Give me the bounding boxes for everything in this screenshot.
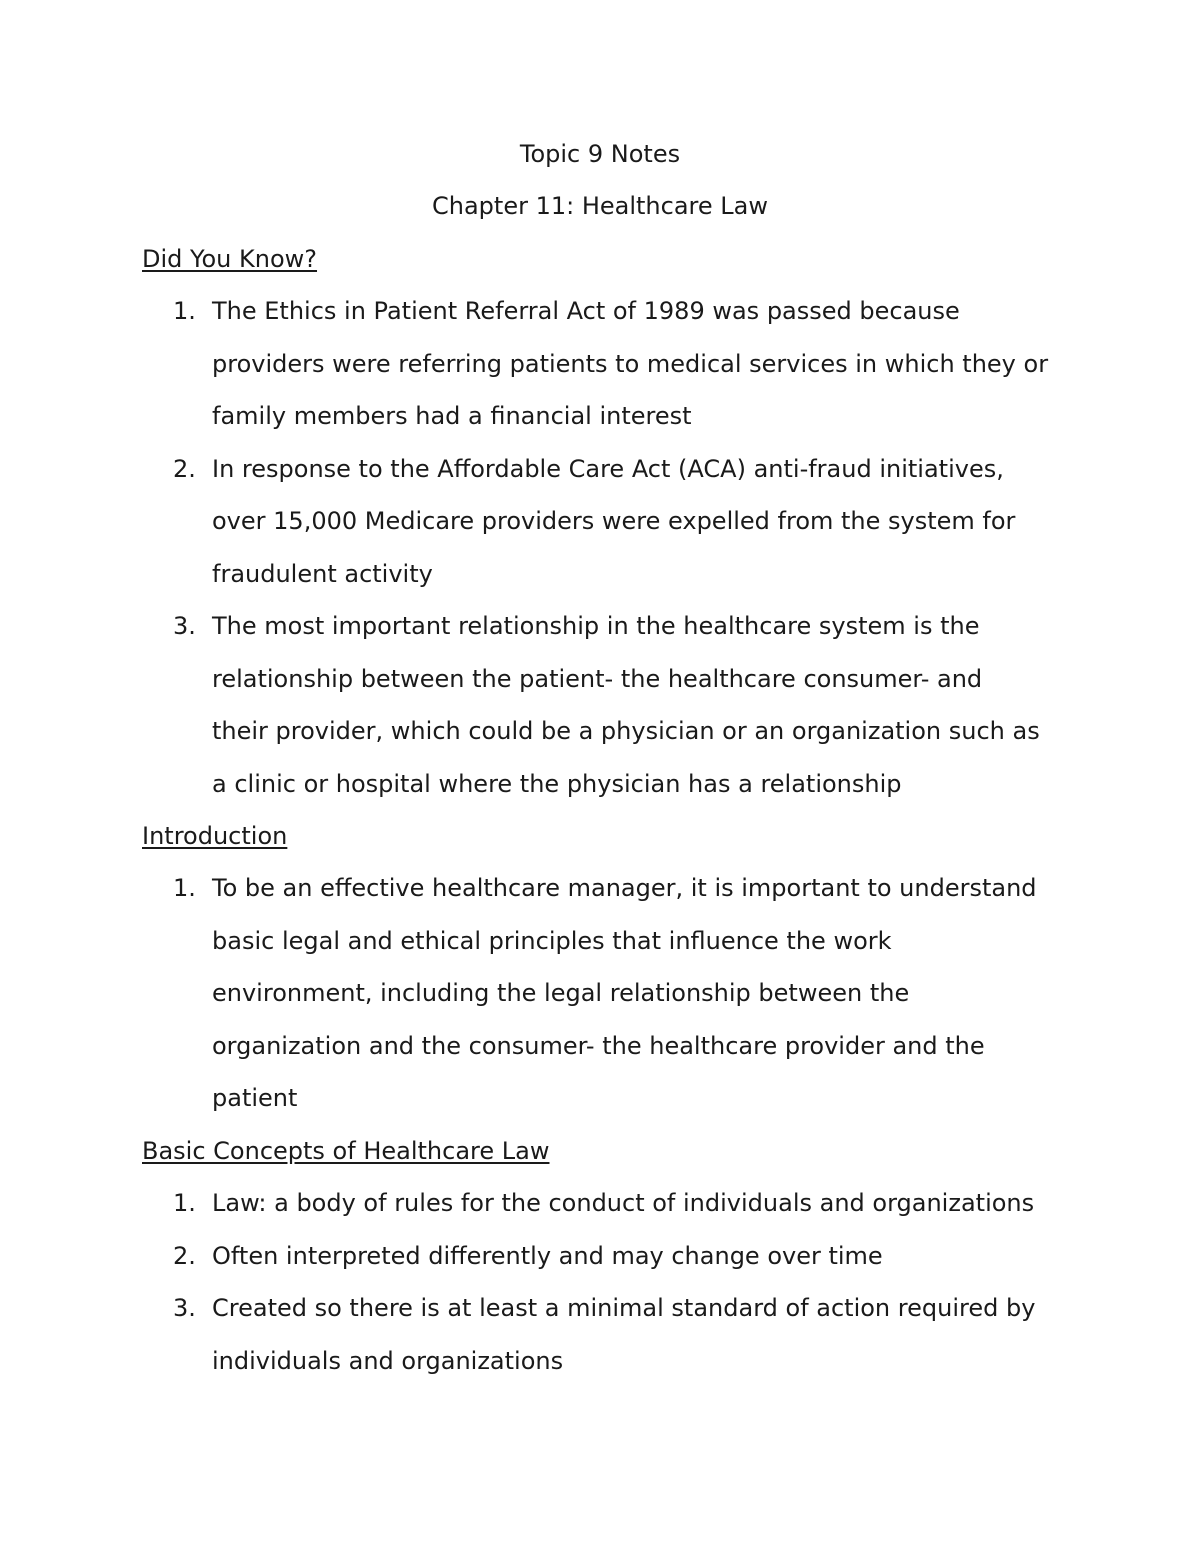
text-line: patient: [212, 1084, 298, 1112]
text-line: The Ethics in Patient Referral Act of 1989 was passed because: [212, 297, 960, 325]
text-line: In response to the Affordable Care Act (ACA) anti-fraud initiatives,: [212, 454, 1004, 483]
list-item-text: [212, 454, 1072, 589]
list-item-number: 1.: [173, 874, 196, 902]
section-heading-introduction: Introduction: [142, 822, 288, 850]
list-item: [0, 873, 1200, 1113]
list-item-number: 2.: [173, 454, 196, 483]
list-item: [0, 1188, 1200, 1218]
list-item-text: [212, 1188, 1072, 1218]
text-line: organization and the consumer- the healthcare provider and the: [212, 1031, 985, 1060]
list-item-number: 1.: [173, 297, 196, 325]
text-line: Law: a body of rules for the conduct of individuals and organizations: [212, 1189, 1035, 1217]
section-heading-did-you-know: Did You Know?: [142, 245, 318, 273]
document-subtitle: Chapter 11: Healthcare Law: [432, 192, 768, 220]
list-item-number: 1.: [173, 1189, 196, 1217]
list-item-text: [212, 1293, 1072, 1376]
text-line: fraudulent activity: [212, 559, 433, 588]
section-heading-basic-concepts: Basic Concepts of Healthcare Law: [142, 1137, 550, 1165]
text-line: individuals and organizations: [212, 1346, 564, 1375]
list-item: [0, 454, 1200, 589]
list-item-number: 3.: [173, 1294, 196, 1322]
introduction-list: [0, 873, 1200, 1136]
list-item-text: [212, 296, 1072, 431]
text-line: over 15,000 Medicare providers were expelled from the system for: [212, 507, 1016, 535]
text-line: family members had a financial interest: [212, 402, 692, 430]
document-title: Topic 9 Notes: [519, 140, 681, 168]
text-line: environment, including the legal relationship between the: [212, 979, 910, 1007]
text-line: Often interpreted differently and may change over time: [212, 1241, 883, 1270]
list-item: [0, 1293, 1200, 1376]
list-item-text: [212, 611, 1072, 799]
text-line: To be an effective healthcare manager, it is important to understand: [212, 874, 1037, 902]
text-line: their provider, which could be a physician or an organization such as: [212, 717, 1040, 745]
list-item: [0, 611, 1200, 799]
list-item: [0, 1241, 1200, 1271]
text-line: Created so there is at least a minimal standard of action required by: [212, 1294, 1036, 1322]
list-item: [0, 296, 1200, 431]
text-line: basic legal and ethical principles that influence the work: [212, 926, 892, 955]
text-line: providers were referring patients to medical services in which they or: [212, 349, 1049, 378]
text-line: a clinic or hospital where the physician has a relationship: [212, 769, 902, 798]
list-item-text: [212, 873, 1072, 1113]
list-item-number: 3.: [173, 612, 196, 640]
list-item-text: [212, 1241, 1072, 1271]
list-item-number: 2.: [173, 1241, 196, 1270]
basic-concepts-list: [0, 1188, 1200, 1398]
text-line: The most important relationship in the healthcare system is the: [212, 612, 980, 640]
did-you-know-list: [0, 296, 1200, 821]
text-line: relationship between the patient- the healthcare consumer- and: [212, 664, 983, 693]
